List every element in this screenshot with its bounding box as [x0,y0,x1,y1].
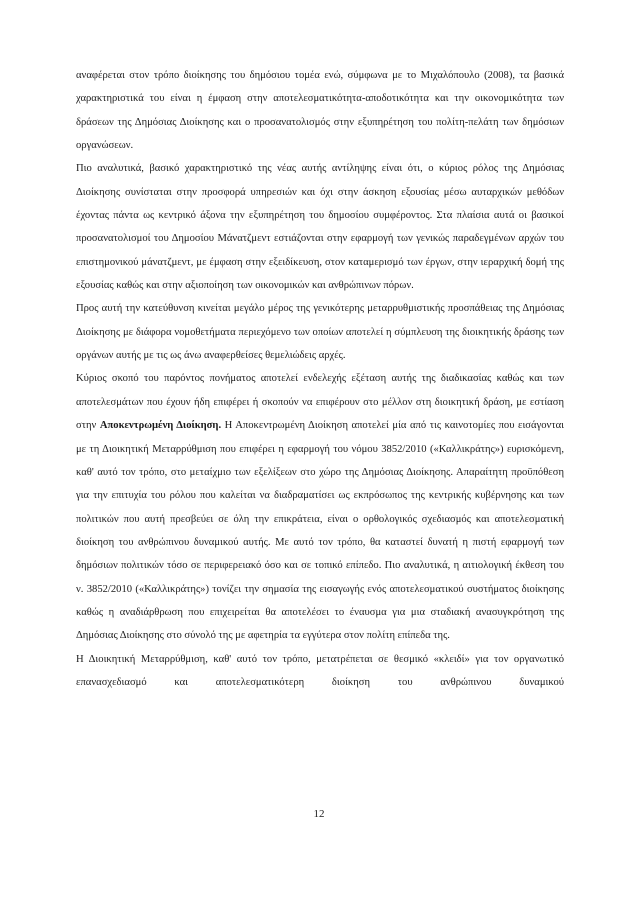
paragraph-main-purpose-intro: Κύριος σκοπό του παρόντος πονήματος αποτελεί ενδελεχής εξέταση αυτής της διαδικασίας καθώς και των αποτελεσμάτων που έχουν ήδη επιφέρει ή σκοπούν να επιφέρουν στο μέλλον στη διοικητική δράση, με εστίαση στην [76,373,564,432]
paragraph-reform-direction: Προς αυτή την κατεύθυνση κινείται μεγάλο μέρος της γενικότερης μεταρρυθμιστικής προσπάθειας της Δημόσιας Διοίκησης με διάφορα νομοθετήματα περιεχόμενο των οποίων αποτελεί η σύμπλευση της διοικητικής δράσης των οργάνων αυτής με τις ως άνω αναφερθείσες θεμελιώδεις αρχές. [76,303,564,362]
paragraph-administrative-reform: Η Διοικητική Μεταρρύθμιση, καθ' αυτό τον τρόπο, μετατρέπεται σε θεσμικό «κλειδί» για τον οργανωτικό επανασχεδιασμό και αποτελεσματικότερη διοίκηση του ανθρώπινου δυναμικού [76,653,564,688]
paragraph-main-purpose-body: Η Αποκεντρωμένη Διοίκηση αποτελεί μία από τις καινοτομίες που εισάγονται με τη Διοικητική Μεταρρύθμιση που επιφέρει η εφαρμογή του νόμου 3852/2010 («Καλλικράτης») ευρισκόμενη, καθ' αυτό τον τρόπο, στο μεταίχμιο των εξελίξεων στο χώρο της Δημόσιας Διοίκησης. Απαραίτητη προϋπόθεση για την επιτυχία του ρόλου που καλείται να διαδραματίσει ως εκπρόσωπος της κεντρικής κυβέρνησης και των πολιτικών που αυτή πρεσβεύει σε όλη την επικράτεια, είναι ο ορθολογικός σχεδιασμός και αποτελεσματική διοίκηση του ανθρώπινου δυναμικού αυτής. Με αυτό τον τρόπο, θα καταστεί δυνατή η πιστή εφαρμογή των δημόσιων πολιτικών τόσο σε περιφερειακό όσο και σε τοπικό επίπεδο. Πιο αναλυτικά, η αιτιολογική έκθεση του ν. 3852/2010 («Καλλικράτης») τονίζει την σημασία της εισαγωγής ενός αποτελεσματικού συστήματος διοίκησης καθώς η αναδιάρθρωση που επιχειρείται θα αποτελέσει το έναυσμα για μια σταδιακή ανασυγκρότηση της Δημόσιας Διοίκησης στο σύνολό της με αφετηρία τα εγγύτερα στον πολίτη επίπεδα της. [76,420,564,642]
paragraph-public-management: Πιο αναλυτικά, βασικό χαρακτηριστικό της νέας αυτής αντίληψης είναι ότι, ο κύριος ρόλος της Δημόσιας Διοίκησης συνίσταται στην προσφορά υπηρεσιών και όχι στην άσκηση εξουσίας μέσω αυταρχικών μεθόδων έχοντας πάντα ως κεντρικό άξονα την εξυπηρέτηση του δημοσίου συμφέροντος. Στα πλαίσια αυτά οι βασικοί προσανατολισμοί του Δημοσίου Μάνατζμεντ εστιάζονται στην εφαρμογή των γενικώς παραδεγμένων αρχών του επιστημονικού μάνατζμεντ, με έμφαση στην εξειδίκευση, στον καταμερισμό των έργων, στην ιεραρχική δομή της εξουσίας καθώς και στην αξιοποίηση των οικονομικών και ανθρώπινων πόρων. [76,163,564,292]
page-number: 12 [313,808,325,820]
paragraph-main-purpose [76,367,564,647]
document-page [76,64,564,694]
emphasis-decentralized-administration: Αποκεντρωμένη Διοίκηση. [99,420,222,432]
paragraph-continuation: αναφέρεται στον τρόπο διοίκησης του δημόσιου τομέα ενώ, σύμφωνα με το Μιχαλόπουλο (2008), τα βασικά χαρακτηριστικά του είναι η έμφαση στην αποτελεσματικότητα-αποδοτικότητα και την οικονομικότητα των δράσεων της Δημόσιας Διοίκησης και ο προσανατολισμός στην εξυπηρέτηση του πολίτη-πελάτη των δημόσιων οργανώσεων. [76,70,564,152]
